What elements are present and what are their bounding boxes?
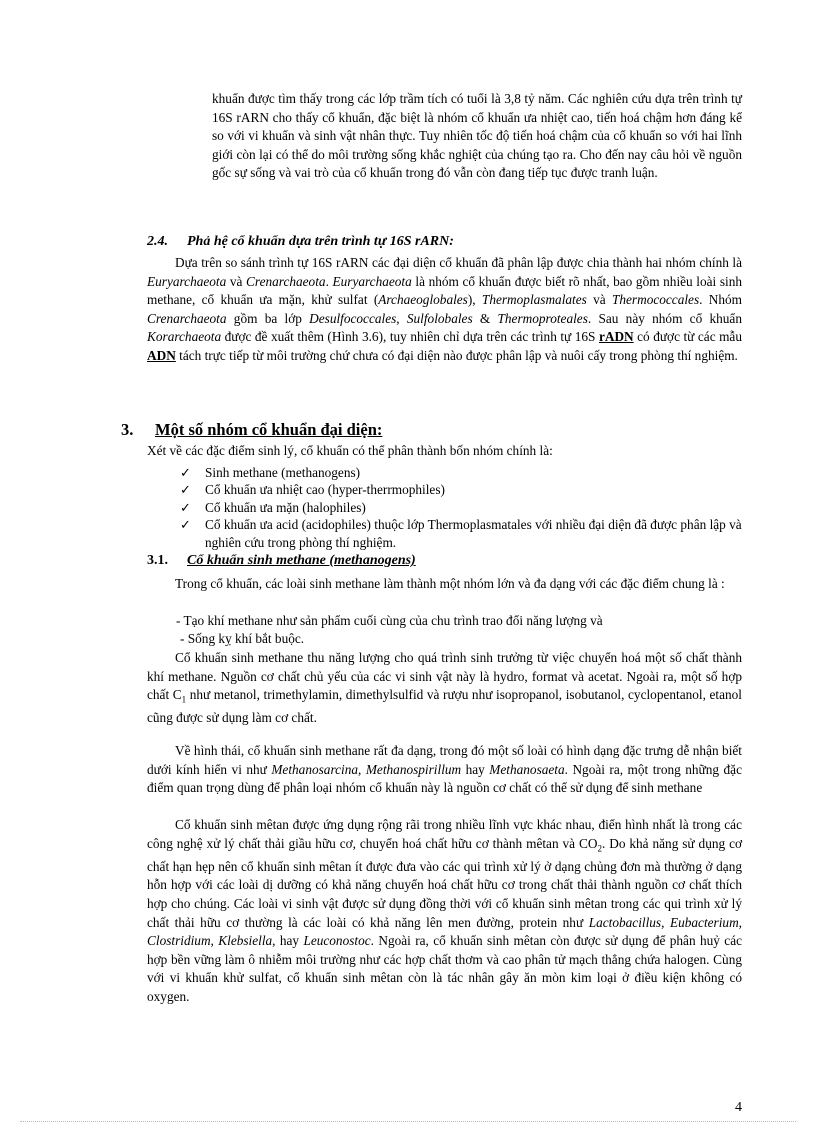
section-3-intro: Xét về các đặc điểm sinh lý, cổ khuẩn có thể phân thành bốn nhóm chính là: (147, 443, 553, 458)
methanogen-paragraph-3: Về hình thái, cổ khuẩn sinh methane rất đa dạng, trong đó một số loài có hình dạng đặc trưng dễ nhận biết dưới kính hiển vi như Methanosarcina, Methanospirillum hay Methanosaeta. Ngoài ra, một trong những đặc điểm quan trọng dùng để phân loại nhóm cổ khuẩn này là nguồn cơ chất có thể sử dụng để sinh methane (147, 743, 742, 796)
checkmark-icon: ✓ (180, 482, 191, 498)
adn-link[interactable]: ADN (147, 347, 176, 363)
list-item: ✓ Cổ khuẩn ưa mặn (halophiles) (180, 499, 366, 515)
group-checklist (180, 464, 745, 551)
section-3-heading (121, 420, 382, 440)
list-item: ✓ Cổ khuẩn ưa nhiệt cao (hyper-therrmophiles) (180, 482, 445, 498)
section-3-number: 3. (121, 420, 134, 439)
list-item: ✓ Cổ khuẩn ưa acid (acidophiles) thuộc lớp Thermoplasmatales với nhiều đại diện đã được phân lập và nghiên cứu trong phòng thí nghiệm. (180, 517, 742, 550)
radn-link[interactable]: rADN (598, 329, 634, 345)
intro-paragraph: khuẩn được tìm thấy trong các lớp trầm tích có tuổi là 3,8 tỷ năm. Các nghiên cứu dựa trên trình tự 16S rARN cho thấy cổ khuẩn, đặc biệt là nhóm cổ khuẩn ưa nhiệt cao, tiến hoá chậm hơn đáng kể so với vi khuẩn và sinh vật nhân thực. Tuy nhiên tốc độ tiến hoá chậm của cổ khuẩn so với hai lĩnh giới còn lại có thể do môi trường sống khắc nghiệt của chúng tạo ra. Cho đến nay câu hỏi về nguồn gốc sự sống và vai trò của cổ khuẩn trong đó vẫn còn đang tiếp tục được tranh luận. (212, 91, 742, 181)
section-2-4-title: Phả hệ cổ khuẩn dựa trên trình tự 16S rARN: (187, 234, 454, 249)
methanogen-paragraph-2: Cổ khuẩn sinh methane thu năng lượng cho quá trình sinh trưởng từ việc chuyển hoá một số chất thành khí methane. Nguồn cơ chất chủ yếu của các vi sinh vật này là hydro, format và acetat. Ngoài ra, một số hợp chất $C_1$ như metanol, trimethylamin, dimethylsulfid và rượu như isopropanol, isobutanol, cyclopentanol, etanol cũng được sử dụng làm cơ chất. (147, 650, 743, 726)
page-divider (20, 1121, 796, 1122)
section-3-title: Một số nhóm cổ khuẩn đại diện: (155, 420, 383, 439)
checkmark-icon: ✓ (180, 517, 191, 533)
section-2-4-heading (147, 234, 454, 250)
dash-item-2: - Sống kỵ khí bắt buộc. (180, 631, 305, 646)
page-number: 4 (735, 1100, 742, 1115)
methanogen-paragraph-1: Trong cổ khuẩn, các loài sinh methane làm thành một nhóm lớn và đa dạng với các đặc điểm chung là : (175, 576, 725, 591)
section-2-4-number: 2.4. (147, 234, 168, 249)
section-3-1-title: Cổ khuẩn sinh methane (methanogens) (187, 553, 416, 568)
section-3-1-number: 3.1. (147, 553, 168, 568)
checkmark-icon: ✓ (180, 499, 191, 515)
dash-item-1: - Tạo khí methane như sản phẩm cuối cùng của chu trình trao đổi năng lượng và (176, 613, 603, 628)
list-item: ✓ Sinh methane (methanogens) (180, 465, 361, 480)
section-2-4-paragraph: Dựa trên so sánh trình tự 16S rARN các đại diện cổ khuẩn đã phân lập được chia thành hai nhóm chính là Euryarchaeota và Crenarchaeota. Euryarchaeota là nhóm cổ khuẩn được biết rõ nhất, bao gồm nhiều loài sinh methane, cổ khuẩn ưa mặn, khử sulfat (Archaeoglobales), Thermoplasmalates và Thermococcales. Nhóm Crenarchaeota gồm ba lớp Desulfococcales, Sulfolobales & Thermoproteales. Sau này nhóm cổ khuẩn Korarchaeota được đề xuất thêm (Hình 3.6), tuy nhiên chỉ dựa trên các trình tự 16S rADN có được từ các mẫu ADN tách trực tiếp từ môi trường chứ chưa có đại diện nào được phân lập và nuôi cấy trong phòng thí nghiệm. (147, 255, 742, 363)
checkmark-icon: ✓ (180, 465, 191, 480)
section-3-1-heading (147, 553, 416, 569)
methanogen-paragraph-4: Cổ khuẩn sinh mêtan được ứng dụng rộng rãi trong nhiều lĩnh vực khác nhau, điển hình nhất là trong các công nghệ xử lý chất thải giầu hữu cơ, chuyển hoá chất hữu cơ thành mêtan và $CO_2$. Do khả năng sử dụng cơ chất hạn hẹp nên cổ khuẩn sinh mêtan ít được đưa vào các qui trình xử lý ở dạng chủng đơn mà thường ở dạng hỗn hợp với các loài dị dưỡng có khả năng chuyển hoá chất hữu cơ trong chất thải thành nguồn cơ chất thích hợp cho chúng. Các loài vi sinh vật được sử dụng đồng thời với cổ khuẩn sinh mêtan trong các qui trình xử lý chất thải hữu cơ thường là các loài có khả năng lên men đường, protein như Lactobacillus, Eubacterium, Clostridium, Klebsiella, hay Leuconostoc. Ngoài ra, cổ khuẩn sinh mêtan còn được sử dụng để phân huỷ các hợp bền vững làm ô nhiễm môi trường như các hợp chất thơm và cao phân tử mạch thẳng chứa halogen. Cùng với vi khuẩn khử sulfat, cổ khuẩn sinh mêtan còn là tác nhân gây ăn mòn kim loại ở điều kiện không có oxygen. (147, 817, 743, 1004)
